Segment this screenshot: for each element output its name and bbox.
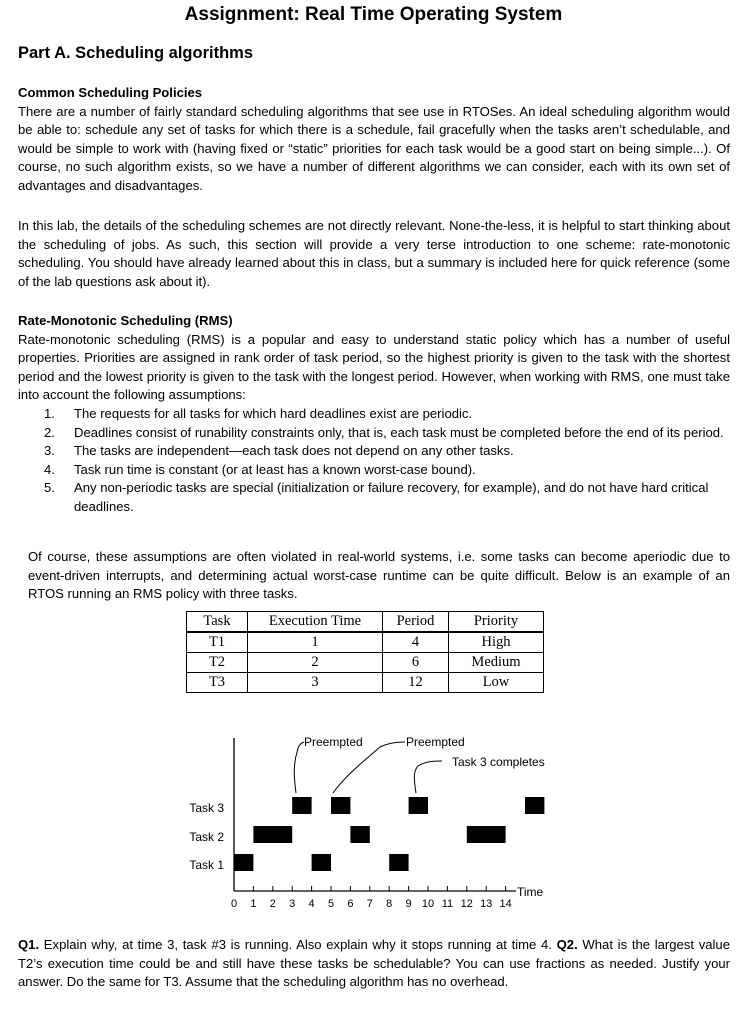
list-item-text: The requests for all tasks for which hard deadlines exist are periodic. <box>74 406 473 421</box>
task-1-execution-bar <box>234 854 253 871</box>
x-tick-label: 2 <box>269 898 276 910</box>
list-item <box>44 424 730 443</box>
list-item-text: The tasks are independent—each task does not depend on any other tasks. <box>74 443 514 458</box>
table-cell: 12 <box>383 673 449 693</box>
lab-intro-paragraph: In this lab, the details of the scheduling schemes are not directly relevant. None-the-less, it is helpful to start thinking about the scheduling of jobs. As such, this section will provide a very terse introduction to one scheme: rate-monotonic scheduling. You should have already learned about this in class, but a summary is included here for quick reference (some of the lab questions ask about it). <box>18 218 730 289</box>
x-tick-label: 8 <box>386 898 393 910</box>
task-2-execution-bar <box>253 826 292 843</box>
part-a-heading: Part A. Scheduling algorithms <box>18 44 254 62</box>
task-3-execution-bar <box>331 797 350 814</box>
schedule-chart <box>170 728 570 913</box>
table-cell: Medium <box>449 653 544 673</box>
row-label-task-2: Task 2 <box>189 830 224 844</box>
task-3-execution-bar <box>409 797 428 814</box>
annotation-preempted-2: Preempted <box>406 735 465 749</box>
list-item-text: Task run time is constant (or at least has a known worst-case bound). <box>74 461 476 477</box>
task-2-execution-bar <box>350 826 369 843</box>
rms-heading: Rate-Monotonic Scheduling (RMS) <box>18 313 233 328</box>
table-row <box>187 632 544 653</box>
column-header-task: Task <box>187 612 248 633</box>
assumptions-list <box>44 405 730 516</box>
q2-text: What is the largest value T2’s execution time could be and still have these tasks be schedulable? You can use fractions as needed. Justify your answer. Do the same for T3. Assume that the scheduling algorithm has no overhead. <box>18 937 730 989</box>
table-cell: T3 <box>187 673 248 693</box>
x-axis-label: Time <box>517 885 544 899</box>
list-item <box>44 442 730 461</box>
list-item-number: 1. <box>44 406 55 421</box>
x-tick-label: 14 <box>499 898 512 910</box>
chart-layer <box>189 735 544 910</box>
row-label-task-3: Task 3 <box>189 801 224 815</box>
list-item-number: 2. <box>44 424 55 440</box>
annotation-preempted-1: Preempted <box>304 735 363 749</box>
common-policies-heading: Common Scheduling Policies <box>18 85 203 100</box>
x-tick-label: 9 <box>405 898 412 910</box>
task-1-execution-bar <box>312 854 331 871</box>
list-item <box>44 405 730 424</box>
list-item-number: 4. <box>44 461 55 477</box>
q2-label: Q2. <box>556 937 578 952</box>
x-tick-label: 0 <box>230 898 238 910</box>
row-label-task-1: Task 1 <box>189 858 224 872</box>
table-cell: T2 <box>187 653 248 673</box>
common-policies-paragraph: There are a number of fairly standard scheduling algorithms that see use in RTOSes. An ideal scheduling algorithm would be able to: schedule any set of tasks for which there is a schedule, fail gracefully when the tasks aren’t schedulable, and would be simple to work with (having fixed or “static” priorities for each task would be a good start on being simple...). Of course, no such algorithm exists, so we have a number of different algorithms we can consider, each with its own set of advantages and disadvantages. <box>18 103 730 193</box>
column-header-priority: Priority <box>449 612 544 633</box>
table-cell: 1 <box>248 632 383 653</box>
rms-paragraph: Rate-monotonic scheduling (RMS) is a popular and easy to understand static policy which has a number of useful properties. Priorities are assigned in rank order of task period, so the highest priority is given to the task with the shortest period and the lowest priority is given to the task with the longest period. However, when working with RMS, one must take into account the following assumptions: <box>18 331 730 402</box>
q1-text: Explain why, at time 3, task #3 is running. Also explain why it stops running at time 4. <box>39 937 557 952</box>
task-3-execution-bar <box>292 797 311 814</box>
table-cell: T1 <box>187 632 248 653</box>
x-tick-label: 5 <box>327 898 335 910</box>
x-tick-label: 7 <box>366 898 373 910</box>
list-item-number: 5. <box>44 480 55 495</box>
table-cell: Low <box>449 673 544 693</box>
list-item <box>44 479 730 516</box>
x-tick-label: 3 <box>289 898 296 910</box>
preempted-callout-1 <box>294 742 304 793</box>
task-table <box>186 611 544 693</box>
list-item-number: 3. <box>44 443 55 458</box>
document-title: Assignment: Real Time Operating System <box>184 4 563 25</box>
task-2-execution-bar <box>467 826 506 843</box>
common-policies-section <box>18 84 730 195</box>
x-tick-label: 6 <box>347 898 354 910</box>
table-header-row <box>187 612 544 633</box>
x-tick-label: 1 <box>250 898 257 910</box>
column-header-execution-time: Execution Time <box>248 612 383 633</box>
task3-completes-callout <box>414 761 442 793</box>
rms-section <box>18 312 730 405</box>
list-item-text: Deadlines consist of runability constraints only, that is, each task must be completed before the end of its period. <box>74 424 724 440</box>
table-cell: High <box>449 632 544 653</box>
assumptions-caveat-paragraph: Of course, these assumptions are often violated in real-world systems, i.e. some tasks can become aperiodic due to event-driven interrupts, and determining actual worst-case runtime can be quite difficult. Below is an example of an RTOS running an RMS policy with three tasks. <box>28 549 730 601</box>
column-header-period: Period <box>383 612 449 633</box>
list-item <box>44 461 730 480</box>
table-cell: 4 <box>383 632 449 653</box>
x-tick-label: 10 <box>421 898 435 910</box>
annotation-task3-completes: Task 3 completes <box>452 755 545 769</box>
table-cell: 2 <box>248 653 383 673</box>
table-row <box>187 673 544 693</box>
preempted-callout-2 <box>333 742 405 793</box>
x-tick-label: 4 <box>308 898 315 910</box>
table-row <box>187 653 544 673</box>
table-cell: 6 <box>383 653 449 673</box>
list-item-text: Any non-periodic tasks are special (initialization or failure recovery, for example), and do not have hard critical deadlines. <box>74 480 709 514</box>
questions-paragraph <box>18 936 730 992</box>
x-tick-label: 11 <box>441 898 454 910</box>
q1-label: Q1. <box>18 937 40 952</box>
x-tick-label: 12 <box>460 898 473 910</box>
task-3-execution-bar <box>525 797 544 814</box>
x-tick-label: 13 <box>480 898 493 910</box>
table-cell: 3 <box>248 673 383 693</box>
task-1-execution-bar <box>389 854 408 871</box>
